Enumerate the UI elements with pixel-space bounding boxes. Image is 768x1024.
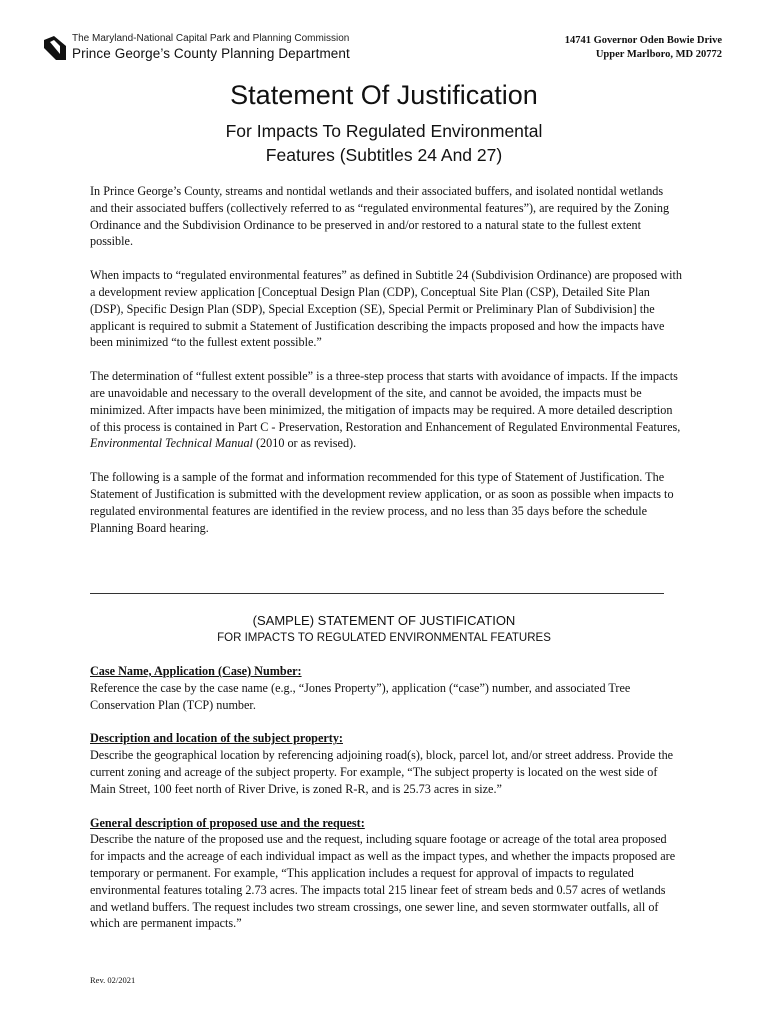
horizontal-divider: [90, 593, 664, 594]
commission-name: The Maryland-National Capital Park and Planning Commission: [72, 33, 350, 44]
department-name: Prince George’s County Planning Department: [72, 46, 350, 61]
section-heading: Description and location of the subject property:: [90, 731, 343, 746]
section-heading: Case Name, Application (Case) Number:: [90, 664, 302, 678]
address-city: Upper Marlboro, MD 20772: [595, 49, 722, 60]
page-subtitle: [184, 119, 584, 167]
subtitle-line-2: Features (Subtitles 24 And 27): [265, 145, 503, 165]
section-general-description: [90, 815, 682, 933]
subtitle-line-1: For Impacts To Regulated Environmental: [225, 121, 543, 141]
paragraph-fullest-extent-end: (2010 or as revised).: [252, 436, 357, 451]
address-street: 14741 Governor Oden Bowie Drive: [564, 35, 722, 46]
sample-sections: [90, 663, 682, 949]
intro-text: [90, 183, 682, 536]
section-heading: General description of proposed use and the request:: [90, 815, 365, 830]
address-block: [565, 34, 722, 62]
organization-name: [72, 32, 350, 62]
revision-date: Rev. 02/2021: [90, 975, 136, 985]
paragraph-intro: In Prince George’s County, streams and nontidal wetlands and their associated buffers, and isolated nontidal wetlands and their associated buffers (collectively referred to as “regulated environmental features”), are required by the Zoning Ordinance and the Subdivision Ordinance to be preserved in and/or restored to a natural state to the fullest extent possible.: [90, 184, 670, 249]
section-case-name: [90, 663, 682, 713]
paragraph-fullest-extent-text: The determination of “fullest extent possible” is a three-step process that starts with avoidance of impacts. If the impacts are unavoidable and necessary to the overall development of the site, and cannot be avoided, the impacts must be minimized. After impacts have been minimized, the mitigation of impacts may be required. A more detailed description of this process is contained in Part C - Preservation, Restoration and Enhancement of Regulated Environmental Features,: [90, 369, 681, 434]
page-title: Statement Of Justification: [230, 80, 538, 110]
section-description-location: [90, 730, 682, 797]
section-text: Describe the nature of the proposed use and the request, including square footage or acreage of the total area proposed for impacts and the acreage of each individual impact as well as the impact types, and whether the impacts proposed are temporary or permanent. For example, “This application includes a request for approval of impacts to regulated environmental features totaling 2.73 acres. The impacts total 215 linear feet of stream beds and 0.57 acres of wetlands and wetland buffers. The request includes two stream crossings, one sewer line, and seven stormwater outfalls, all of which are permanent impacts.”: [90, 832, 676, 931]
manual-title: Environmental Technical Manual: [90, 436, 253, 451]
paragraph-fullest-extent: [90, 368, 682, 452]
paragraph-impacts: When impacts to “regulated environmental features” as defined in Subtitle 24 (Subdivision Ordinance) are proposed with a development review application [Conceptual Design Plan (CDP), Conceptual Site Plan (CSP), Detailed Site Plan (DSP), Specific Design Plan (SDP), Special Exception (SE), Special Permit or Preliminary Plan of Subdivision] the applicant is required to submit a Statement of Justification describing the impacts proposed and how the impacts have been minimized “to the fullest extent possible.”: [90, 268, 682, 350]
section-text: Reference the case by the case name (e.g., “Jones Property”), application (“case”) number, and associated Tree Conservation Plan (TCP) number.: [90, 680, 631, 712]
sample-title: (SAMPLE) STATEMENT OF JUSTIFICATION: [252, 613, 516, 628]
paragraph-sample-format: The following is a sample of the format and information recommended for this type of Statement of Justification. The Statement of Justification is submitted with the development review application, or as soon as possible when impacts to regulated environmental features are identified in the review process, and no less than 35 days before the schedule Planning Board hearing.: [90, 470, 674, 535]
section-text: Describe the geographical location by referencing adjoining road(s), block, parcel lot, and/or street address. Provide the current zoning and acreage of the subject property. For example, “The subject property is located on the west side of Main Street, 100 feet north of River Drive, is zoned R-R, and is 25.73 acres in size.”: [90, 748, 674, 796]
sample-subtitle: FOR IMPACTS TO REGULATED ENVIRONMENTAL FEATURES: [217, 632, 551, 644]
mncppc-logo-icon: [44, 36, 66, 60]
